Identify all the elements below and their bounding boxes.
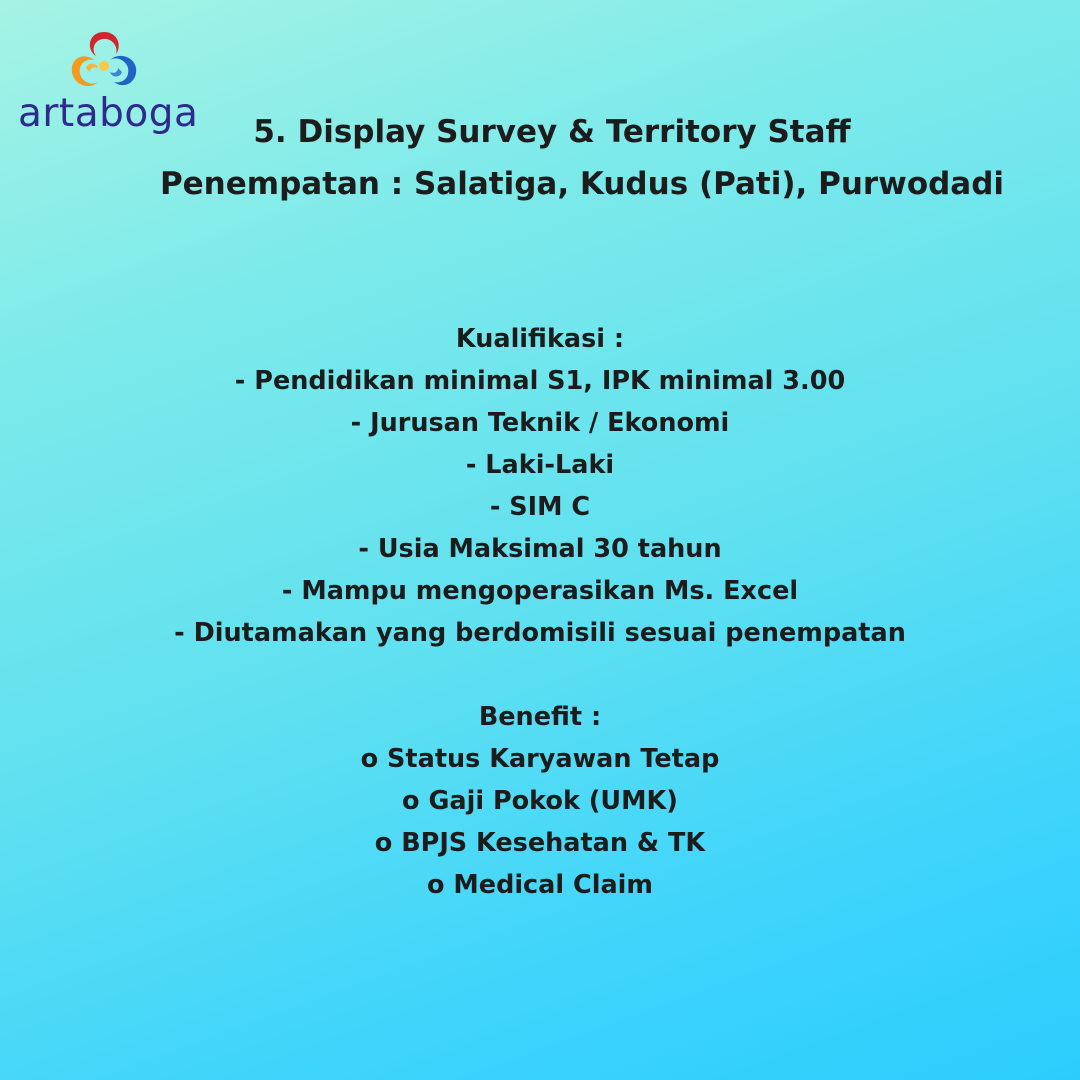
qualification-item: - SIM C — [489, 492, 591, 522]
artaboga-logo-icon — [66, 28, 142, 96]
benefit-item: o Status Karyawan Tetap — [360, 744, 720, 774]
benefit-item: o BPJS Kesehatan & TK — [374, 828, 706, 858]
qualification-item: - Jurusan Teknik / Ekonomi — [350, 408, 730, 438]
logo-wordmark: artaboga — [18, 91, 199, 136]
benefit-item: o Gaji Pokok (UMK) — [402, 786, 678, 816]
job-title: 5. Display Survey & Territory Staff — [253, 114, 851, 150]
job-placement: Penempatan : Salatiga, Kudus (Pati), Purwodadi — [159, 166, 1005, 202]
benefits-heading: Benefit : — [478, 702, 602, 732]
qualifications-heading: Kualifikasi : — [455, 324, 625, 354]
qualification-item: - Pendidikan minimal S1, IPK minimal 3.00 — [234, 366, 846, 396]
qualification-item: - Mampu mengoperasikan Ms. Excel — [281, 576, 799, 606]
qualification-item: - Usia Maksimal 30 tahun — [358, 534, 722, 564]
benefit-item: o Medical Claim — [427, 870, 653, 900]
job-details — [0, 318, 1080, 906]
qualification-item: - Diutamakan yang berdomisili sesuai penempatan — [174, 618, 906, 648]
section-spacer — [0, 654, 1080, 696]
qualification-item: - Laki-Laki — [465, 450, 615, 480]
job-header — [100, 106, 1064, 210]
